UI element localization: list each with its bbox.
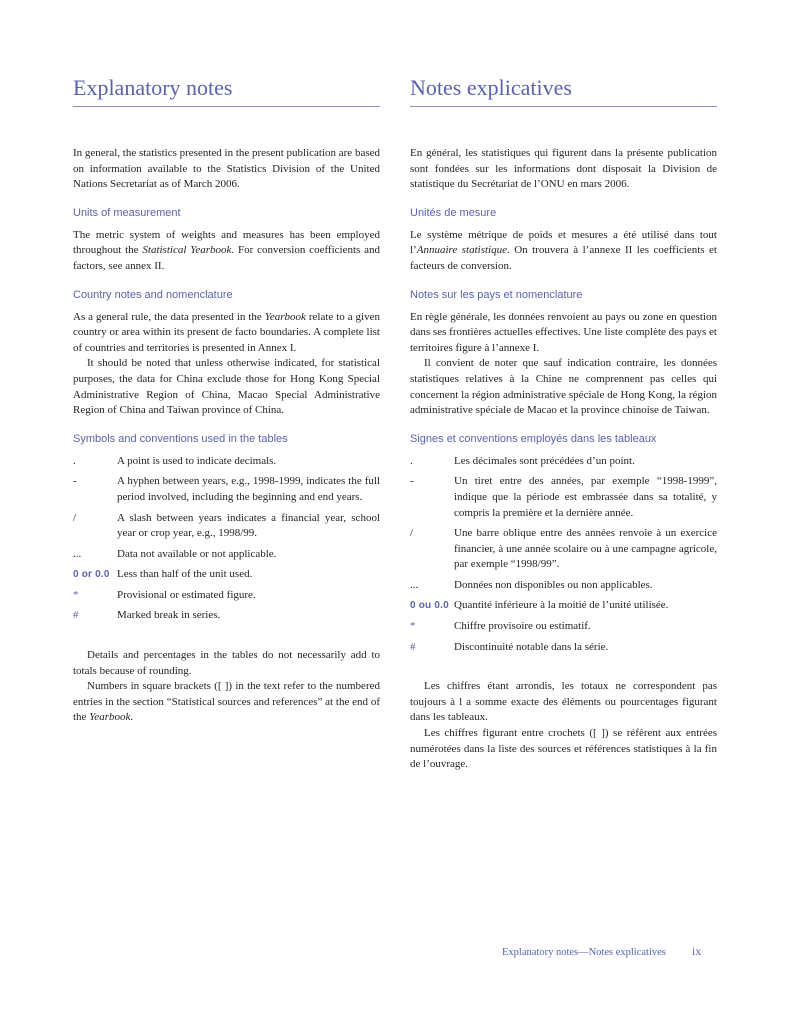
- symbol-description: Données non disponibles ou non applicables.: [454, 578, 653, 591]
- page-title-english: Explanatory notes: [73, 74, 380, 107]
- symbol-row: [73, 474, 380, 505]
- symbol-glyph: ...: [410, 578, 419, 591]
- symbols-heading-english: Symbols and conventions used in the tables: [73, 432, 288, 445]
- symbol-glyph: #: [410, 640, 416, 653]
- symbol-glyph: *: [410, 620, 416, 633]
- country-paragraph-2-english: It should be noted that unless otherwise indicated, for statistical purposes, the data for China exclude those for Hong Kong Special Administrative Region of China, Macao Special Administrative Region of China and Taiwan province of China.: [73, 357, 380, 417]
- symbol-description: A hyphen between years, e.g., 1998-1999, indicates the full period involved, including the beginning and end years.: [117, 475, 380, 503]
- symbol-glyph: ...: [73, 547, 82, 560]
- symbol-row: [73, 588, 380, 604]
- units-text-part: Le système métrique de poids et mesures a été utilisé dans tout l’: [410, 228, 717, 257]
- country-heading-french: Notes sur les pays et nomenclature: [410, 288, 583, 301]
- symbol-glyph: /: [410, 527, 414, 540]
- brackets-text-part: Numbers in square brackets ([ ]) in the text refer to the numbered entries in the section “Statistical sources and references” at the end of the: [73, 680, 380, 724]
- brackets-text-italic: Yearbook: [89, 711, 131, 724]
- symbol-description: Quantité inférieure à la moitié de l’unité utilisée.: [454, 599, 669, 612]
- symbol-glyph: /: [73, 511, 77, 524]
- symbol-description: Une barre oblique entre des années renvoie à un exercice financier, à une année scolaire ou à une campagne agricole, par exemple “1998/99”.: [454, 527, 717, 571]
- symbol-description: Marked break in series.: [117, 609, 221, 622]
- symbol-glyph: -: [73, 475, 77, 488]
- symbol-description: Un tiret entre des années, par exemple “1998-1999”, indique que la période est embrassée dans sa totalité, y compris la première et la dernière année.: [454, 475, 717, 519]
- symbol-glyph: 0 ou 0.0: [410, 600, 449, 612]
- units-text-part: . On trouvera à l’annexe II les coefficients et facteurs de conversion.: [410, 244, 717, 272]
- units-paragraph-french: [410, 228, 717, 275]
- page-number: ix: [691, 944, 702, 958]
- symbol-row: [410, 640, 717, 656]
- brackets-paragraph-english: [73, 679, 380, 726]
- symbol-description: Les décimales sont précédées d’un point.: [454, 454, 635, 467]
- units-text-part: The metric system of weights and measures has been employed throughout the: [73, 228, 380, 257]
- symbol-row: [73, 454, 380, 470]
- page-title-french: Notes explicatives: [410, 74, 717, 107]
- symbol-glyph: 0 or 0.0: [73, 569, 110, 581]
- units-text-italic: Annuaire statistique: [416, 244, 507, 257]
- symbol-glyph: #: [73, 609, 79, 622]
- symbol-row: [410, 619, 717, 635]
- symbol-row: [410, 578, 717, 594]
- symbol-row: [410, 454, 717, 470]
- country-paragraph-1-french: En règle générale, les données renvoient au pays ou zone en question dans ses frontières actuelles effectives. Une liste complète des pays et territoires figure à l’annexe I.: [410, 310, 717, 354]
- symbol-row: [73, 547, 380, 563]
- country-text-part: As a general rule, the data presented in the: [73, 310, 265, 323]
- symbols-heading-french: Signes et conventions employés dans les tableaux: [410, 432, 657, 445]
- country-paragraph-2-french: Il convient de noter que sauf indication contraire, les données statistiques relatives à la Chine ne comprennent pas celles qui concernent la région administrative spéciale de Hong Kong, la région administrative spéciale de Macao et la province chinoise de Taiwan.: [410, 357, 717, 417]
- rounding-paragraph-french: Les chiffres étant arrondis, les totaux ne correspondent pas toujours à l a somme exacte des éléments ou pourcentages figurant dans les tableaux.: [410, 680, 717, 724]
- units-paragraph-english: [73, 228, 380, 275]
- units-heading-english: Units of measurement: [73, 206, 181, 219]
- symbol-description: Chiffre provisoire ou estimatif.: [454, 620, 591, 633]
- running-title: Explanatory notes—Notes explicatives: [502, 947, 666, 958]
- symbol-row: [410, 474, 717, 521]
- symbol-row: [73, 567, 380, 583]
- page-footer: [502, 944, 701, 959]
- english-column: [73, 74, 380, 726]
- symbol-row: [410, 598, 717, 614]
- symbol-glyph: *: [73, 588, 79, 601]
- units-text-italic: Statistical Yearbook: [142, 244, 232, 257]
- symbol-row: [73, 511, 380, 542]
- symbol-description: Data not available or not applicable.: [117, 547, 277, 560]
- brackets-paragraph-french: Les chiffres figurant entre crochets ([ ]) se réfèrent aux entrées numérotées dans la liste des sources et références statistiques à la fin de l’ouvrage.: [410, 727, 717, 771]
- units-heading-french: Unités de mesure: [410, 206, 497, 219]
- brackets-text-part: .: [130, 711, 134, 724]
- symbol-glyph: .: [73, 454, 76, 467]
- units-text-part: . For conversion coefficients and factors, see annex II.: [73, 244, 381, 272]
- symbol-description: A point is used to indicate decimals.: [117, 454, 277, 467]
- symbol-glyph: -: [410, 475, 414, 488]
- symbols-list-french: [410, 454, 717, 656]
- symbol-row: [410, 526, 717, 573]
- country-text-italic: Yearbook: [264, 310, 306, 323]
- french-column: [410, 74, 717, 773]
- country-paragraph-1-english: [73, 310, 380, 357]
- symbol-row: [73, 608, 380, 624]
- intro-paragraph-french: En général, les statistiques qui figurent dans la présente publication sont fondées sur les informations dont disposait la Division de statistique du Secrétariat de l’ONU en mars 2006.: [410, 147, 717, 191]
- symbols-list-english: [73, 454, 380, 624]
- symbol-description: A slash between years indicates a financial year, school year or crop year, e.g., 1998/99.: [117, 511, 380, 540]
- country-text-part: relate to a given country or area within its present de facto boundaries. A complete list of countries and territories is presented in Annex I.: [73, 310, 380, 354]
- symbol-description: Provisional or estimated figure.: [117, 588, 256, 601]
- symbol-glyph: .: [410, 454, 413, 467]
- country-heading-english: Country notes and nomenclature: [73, 288, 233, 301]
- symbol-description: Less than half of the unit used.: [117, 568, 253, 581]
- intro-paragraph-english: In general, the statistics presented in the present publication are based on information available to the Statistics Division of the United Nations Secretariat as of March 2006.: [73, 147, 380, 191]
- symbol-description: Discontinuité notable dans la série.: [454, 640, 609, 653]
- details-paragraph-english: Details and percentages in the tables do not necessarily add to totals because of rounding.: [73, 649, 380, 677]
